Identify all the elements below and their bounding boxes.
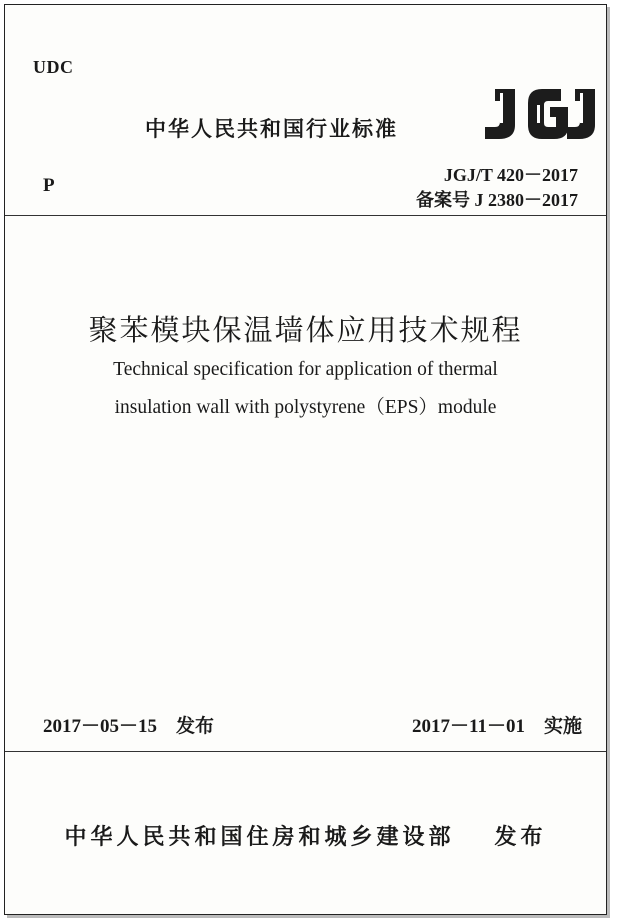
title-english-line-2: insulation wall with polystyrene（EPS）module xyxy=(114,397,497,418)
implementation-date: 2017－11－01 实施 xyxy=(412,716,582,737)
title-chinese: 聚苯模块保温墙体应用技术规程 xyxy=(88,313,523,347)
publisher-action: 发布 xyxy=(494,825,547,850)
publisher-name: 中华人民共和国住房和城乡建设部 xyxy=(64,825,455,850)
bottom-divider xyxy=(5,751,606,752)
standard-cover-page xyxy=(4,4,607,915)
classification-letter: P xyxy=(43,175,55,196)
udc-label: UDC xyxy=(33,57,74,77)
industry-standard-heading: 中华人民共和国行业标准 xyxy=(145,117,398,141)
top-divider xyxy=(5,215,606,216)
title-english-line-1: Technical specification for application of thermal xyxy=(113,359,498,380)
record-number: 备案号 J 2380－2017 xyxy=(416,190,578,210)
issue-date: 2017－05－15 发布 xyxy=(43,716,215,737)
jgj-logo xyxy=(477,85,597,143)
publisher-line xyxy=(5,820,606,851)
standard-code: JGJ/T 420－2017 xyxy=(443,165,578,185)
jgj-logo-graphic xyxy=(477,85,597,143)
